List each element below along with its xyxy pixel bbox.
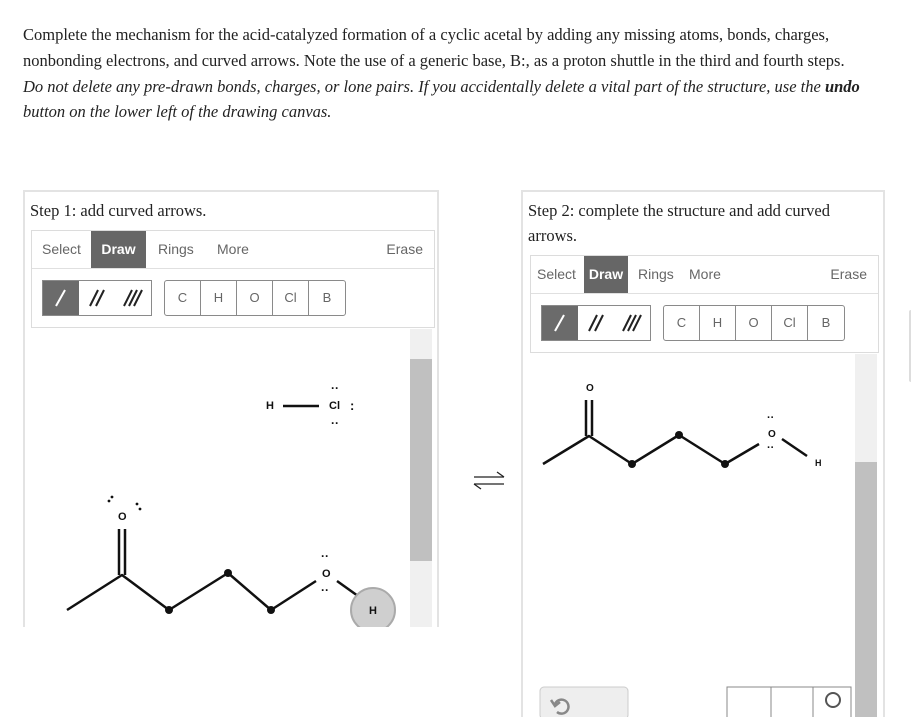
erase-button[interactable]: Erase bbox=[830, 266, 867, 282]
step2-panel bbox=[521, 190, 885, 717]
atom-b-button[interactable]: B bbox=[821, 315, 831, 330]
atom-c-button[interactable]: C bbox=[664, 306, 700, 340]
alcohol-o-lone-pair-top: ·· bbox=[321, 549, 329, 563]
hcl-chlorine[interactable]: Cl bbox=[329, 400, 340, 412]
o-h-bond[interactable] bbox=[782, 439, 807, 456]
tab-draw[interactable]: Draw bbox=[91, 231, 146, 268]
alcohol-o-lone-pair-bottom: ·· bbox=[767, 442, 775, 454]
step2-canvas[interactable] bbox=[523, 192, 883, 717]
carbon-atom[interactable] bbox=[628, 460, 636, 468]
tab-select[interactable]: Select bbox=[537, 266, 576, 282]
atom-o-button[interactable]: O bbox=[237, 281, 273, 315]
carbon-atom[interactable] bbox=[721, 460, 729, 468]
step2-title: Step 2: complete the structure and add curved arrows. bbox=[528, 201, 830, 245]
carbonyl-oxygen[interactable]: O bbox=[586, 383, 594, 394]
step1-panel bbox=[23, 190, 439, 627]
step1-title: Step 1: add curved arrows. bbox=[30, 201, 207, 220]
hydroxyl-hydrogen[interactable]: H bbox=[815, 458, 822, 468]
step1-canvas[interactable] bbox=[25, 192, 437, 627]
cl-lone-pair-bottom: ·· bbox=[331, 416, 339, 430]
undo-emphasis: undo bbox=[824, 77, 860, 96]
hydroxyl-hydrogen[interactable]: H bbox=[369, 605, 377, 617]
instructions-main: Complete the mechanism for the acid-catalyzed formation of a cyclic acetal by adding any missing atoms, bonds, charges, nonbonding electrons, and curved arrows. Note the use of a generic base, B:, as a proton shuttle in the third and fourth steps. bbox=[23, 25, 845, 70]
atom-b-button[interactable]: B bbox=[322, 290, 332, 305]
carbon-chain[interactable] bbox=[67, 573, 316, 610]
canvas-zoom-controls[interactable] bbox=[727, 687, 851, 717]
tab-draw[interactable]: Draw bbox=[584, 256, 628, 293]
cl-lone-pair-top: ·· bbox=[331, 381, 339, 395]
carbon-chain[interactable] bbox=[543, 435, 759, 464]
tab-rings[interactable]: Rings bbox=[158, 241, 194, 257]
carbon-atom[interactable] bbox=[224, 569, 232, 577]
atom-cl-button[interactable]: Cl bbox=[772, 306, 808, 340]
atom-h-button[interactable]: H bbox=[700, 306, 736, 340]
alcohol-oxygen[interactable]: O bbox=[322, 568, 331, 580]
carbon-atom[interactable] bbox=[675, 431, 683, 439]
carbon-atom[interactable] bbox=[267, 606, 275, 614]
instructions-note: Do not delete any pre-drawn bonds, charges, or lone pairs. If you accidentally delete a vital part of the structure, use the undo button on the lower left of the drawing canvas. bbox=[23, 77, 860, 121]
hcl-hydrogen[interactable]: H bbox=[266, 400, 274, 412]
alcohol-o-lone-pair-bottom: ·· bbox=[321, 583, 329, 597]
atom-o-button[interactable]: O bbox=[736, 306, 772, 340]
o-h-bond[interactable] bbox=[337, 581, 358, 596]
carbonyl-oxygen[interactable]: O bbox=[118, 511, 127, 523]
tab-select[interactable]: Select bbox=[42, 241, 81, 257]
atom-c-button[interactable]: C bbox=[165, 281, 201, 315]
page-edge-marker bbox=[909, 310, 915, 382]
alcohol-o-lone-pair-top: ·· bbox=[767, 412, 775, 424]
o-lone-pair-right-dot1 bbox=[136, 503, 139, 506]
cl-lone-pair-right: : bbox=[350, 398, 355, 413]
o-lone-pair-left-dot1 bbox=[108, 500, 111, 503]
o-lone-pair-left-dot2 bbox=[111, 496, 114, 499]
carbon-atom[interactable] bbox=[165, 606, 173, 614]
tab-rings[interactable]: Rings bbox=[638, 266, 674, 282]
erase-button[interactable]: Erase bbox=[386, 241, 423, 257]
instructions bbox=[23, 22, 883, 124]
alcohol-oxygen[interactable]: O bbox=[768, 429, 776, 440]
tab-more[interactable]: More bbox=[689, 266, 721, 282]
tab-more[interactable]: More bbox=[217, 241, 249, 257]
atom-cl-button[interactable]: Cl bbox=[273, 281, 309, 315]
atom-h-button[interactable]: H bbox=[201, 281, 237, 315]
equilibrium-arrows-icon bbox=[470, 470, 508, 492]
o-lone-pair-right-dot2 bbox=[139, 508, 142, 511]
